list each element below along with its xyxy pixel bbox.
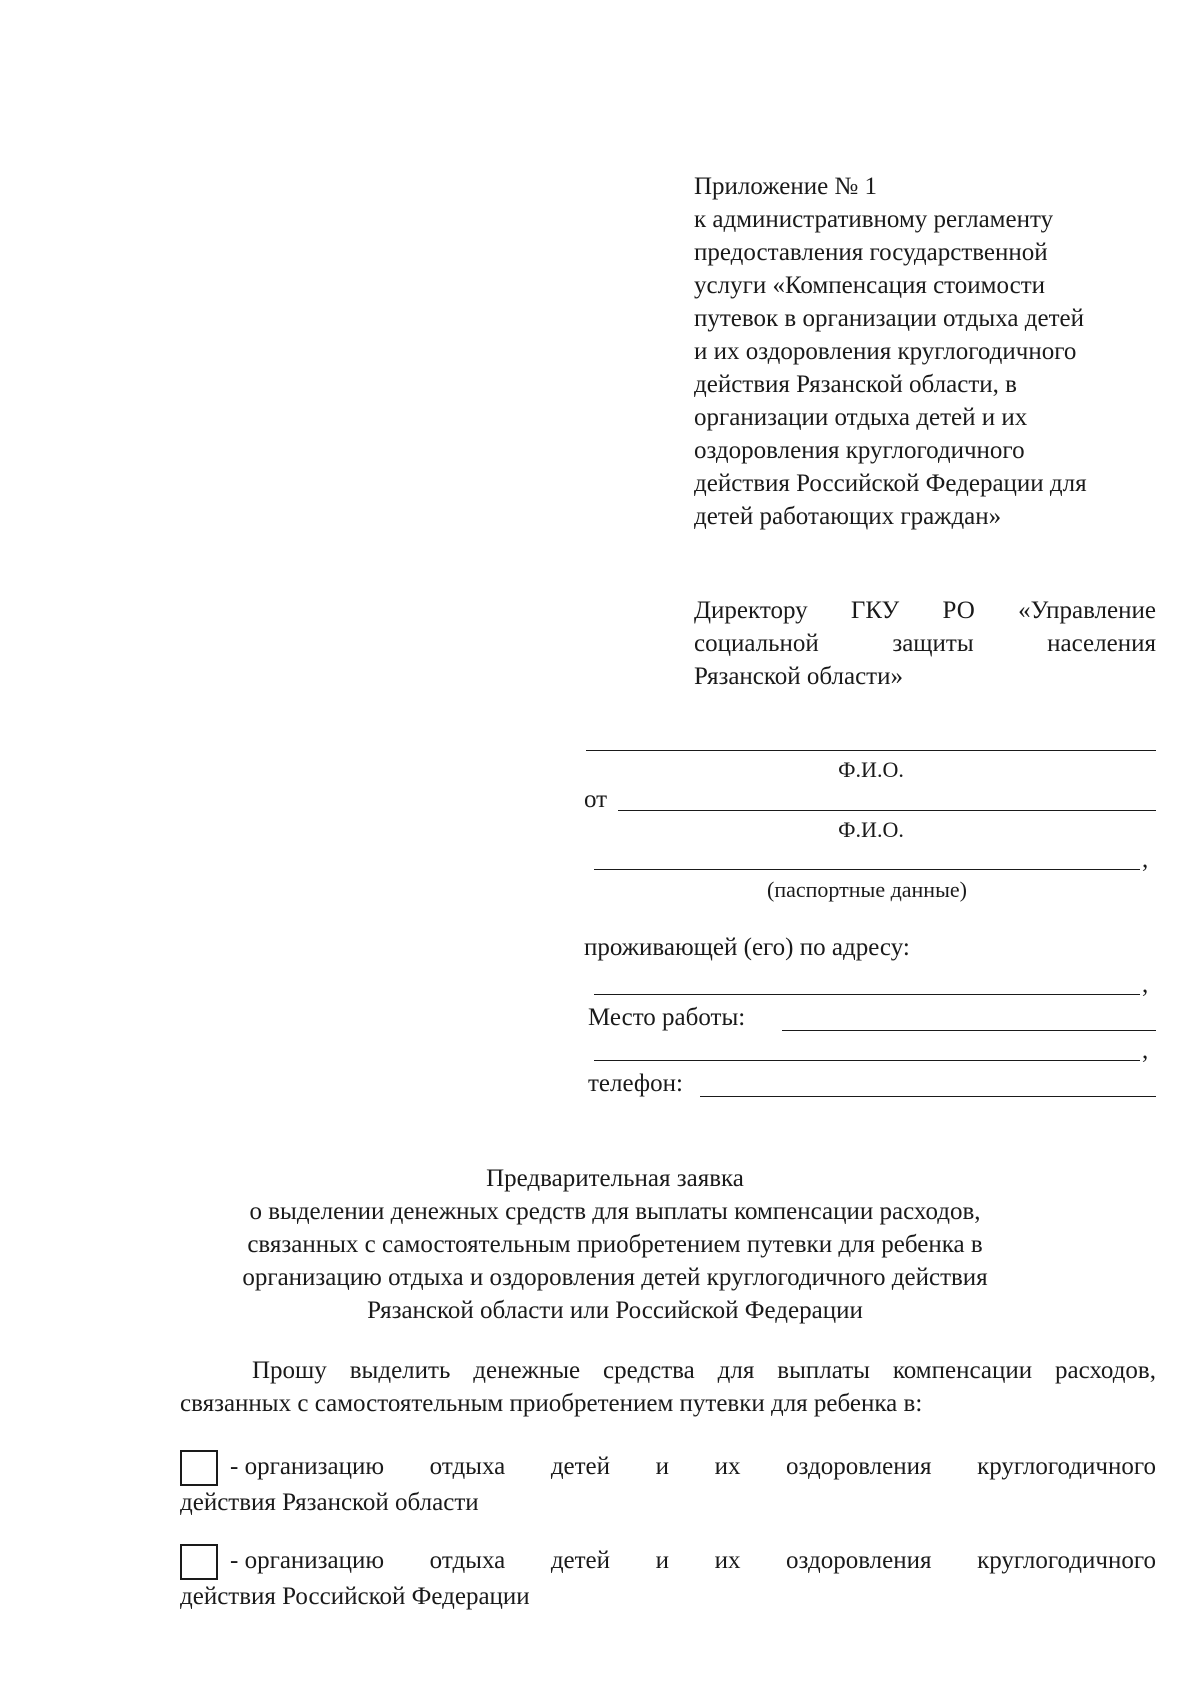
addressee-block xyxy=(694,594,1156,693)
appendix-line: и их оздоровления круглогодичного xyxy=(694,338,1077,365)
option-word: их xyxy=(714,1453,741,1480)
addressee-line-2 xyxy=(694,627,1156,660)
addressee-line-3: Рязанской области» xyxy=(694,663,903,690)
option-text-line-1 xyxy=(230,1450,1156,1483)
addressee-word: Директору xyxy=(694,597,808,624)
request-line-2: связанных с самостоятельным приобретением путевки для ребенка в: xyxy=(180,1390,923,1417)
appendix-line: детей работающих граждан» xyxy=(694,503,1002,530)
addressee-line-1 xyxy=(694,594,1156,627)
request-paragraph xyxy=(180,1354,1156,1420)
addressee-word: ГКУ xyxy=(850,597,900,624)
work-label: Место работы: xyxy=(588,1004,746,1031)
fio-caption-1: Ф.И.О. xyxy=(838,757,904,782)
option-text-line-2: действия Российской Федерации xyxy=(180,1583,530,1610)
addressee-word: РО xyxy=(942,597,975,624)
appendix-line: организации отдыха детей и их xyxy=(694,404,1028,431)
addressee-word: населения xyxy=(1047,630,1156,657)
option-checkbox[interactable] xyxy=(180,1450,218,1486)
option-word: - организацию xyxy=(230,1453,385,1480)
passport-comma: , xyxy=(1142,846,1149,873)
phone-label: телефон: xyxy=(588,1070,683,1097)
option-word: их xyxy=(714,1547,741,1574)
option-russian-federation xyxy=(180,1544,1156,1613)
option-word: и xyxy=(655,1547,669,1574)
passport-line[interactable] xyxy=(594,869,1140,870)
option-word: и xyxy=(655,1453,669,1480)
option-text-line-1 xyxy=(230,1544,1156,1577)
title-line: организацию отдыха и оздоровления детей круглогодичного действия xyxy=(242,1264,988,1291)
option-word: детей xyxy=(550,1453,611,1480)
option-word: круглогодичного xyxy=(977,1547,1156,1574)
from-label: от xyxy=(584,786,608,813)
addressee-word: «Управление xyxy=(1018,597,1156,624)
title-line: Предварительная заявка xyxy=(486,1165,744,1192)
option-text-line-2: действия Рязанской области xyxy=(180,1489,479,1516)
work-line-2[interactable] xyxy=(594,1060,1140,1061)
appendix-line: к административному регламенту xyxy=(694,206,1054,233)
fio-caption-2: Ф.И.О. xyxy=(838,817,904,842)
appendix-line: услуги «Компенсация стоимости xyxy=(694,272,1046,299)
option-word: отдыха xyxy=(429,1547,506,1574)
option-word: круглогодичного xyxy=(977,1453,1156,1480)
option-word: отдыха xyxy=(429,1453,506,1480)
appendix-line: действия Российской Федерации для xyxy=(694,470,1087,497)
option-word: оздоровления xyxy=(786,1453,932,1480)
option-word: детей xyxy=(550,1547,611,1574)
work-line[interactable] xyxy=(782,1030,1156,1031)
addressee-word: социальной xyxy=(694,630,819,657)
address-line[interactable] xyxy=(594,994,1140,995)
addressee-word: защиты xyxy=(892,630,974,657)
address-comma: , xyxy=(1142,971,1149,998)
appendix-line: действия Рязанской области, в xyxy=(694,371,1017,398)
fio-recipient-line[interactable] xyxy=(586,750,1156,751)
option-rf-region xyxy=(180,1450,1156,1519)
address-label: проживающей (его) по адресу: xyxy=(584,934,910,961)
appendix-line: Приложение № 1 xyxy=(694,173,878,200)
fio-applicant-line[interactable] xyxy=(618,810,1156,811)
option-word: - организацию xyxy=(230,1547,385,1574)
document-title xyxy=(150,1162,1080,1327)
appendix-line: оздоровления круглогодичного xyxy=(694,437,1025,464)
appendix-line: предоставления государственной xyxy=(694,239,1048,266)
appendix-header xyxy=(694,170,1164,533)
title-line: Рязанской области или Российской Федерации xyxy=(367,1297,863,1324)
title-line: о выделении денежных средств для выплаты компенсации расходов, xyxy=(249,1198,981,1225)
work-comma: , xyxy=(1142,1037,1149,1064)
request-line-1: Прошу выделить денежные средства для выплаты компенсации расходов, xyxy=(252,1357,1156,1384)
option-word: оздоровления xyxy=(786,1547,932,1574)
option-checkbox[interactable] xyxy=(180,1544,218,1580)
phone-line[interactable] xyxy=(700,1096,1156,1097)
passport-caption: (паспортные данные) xyxy=(767,877,967,902)
title-line: связанных с самостоятельным приобретением путевки для ребенка в xyxy=(247,1231,983,1258)
appendix-line: путевок в организации отдыха детей xyxy=(694,305,1084,332)
